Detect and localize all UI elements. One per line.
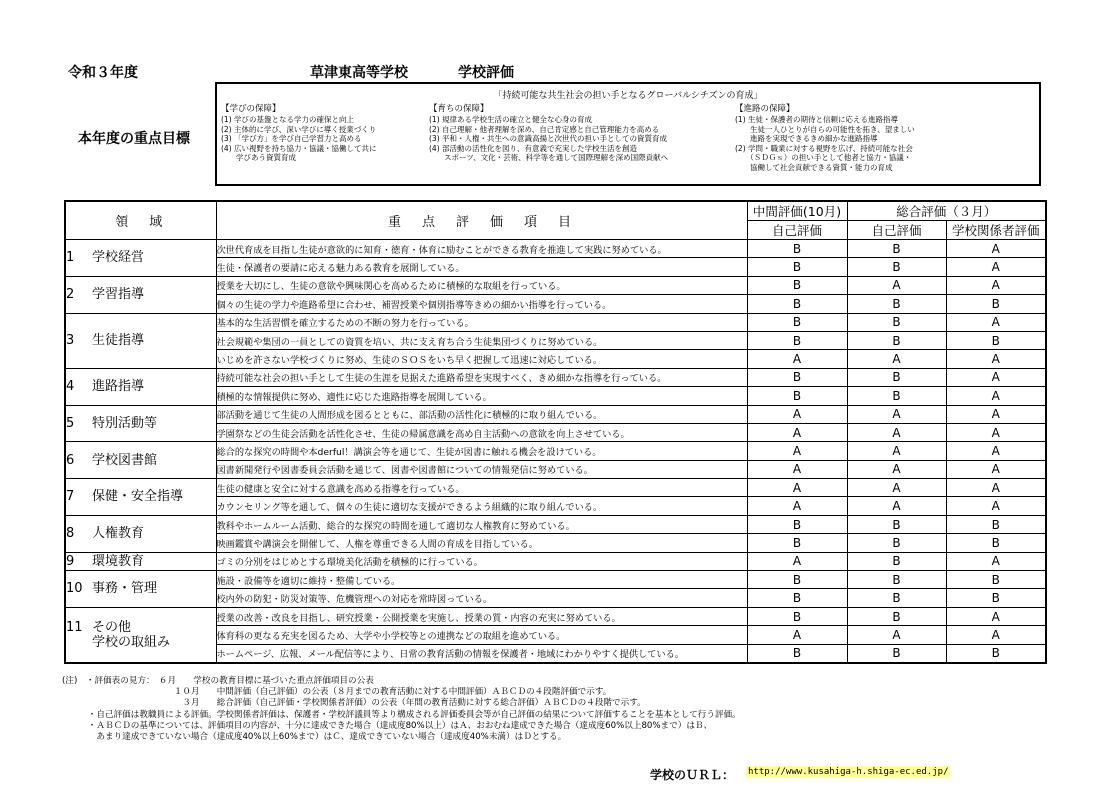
evaluation-item: 総合的な探究の時間や本derful！講演会等を通じて、生徒が図書に触れる機会を設けている。 (216, 442, 747, 460)
grade-self: B (847, 515, 946, 533)
grade-related: A (946, 626, 1046, 644)
area-cell (65, 368, 216, 405)
grade-mid: B (747, 240, 847, 258)
area-cell (65, 442, 216, 479)
goals-learning (221, 104, 377, 163)
url-label: 学校のＵＲＬ： (650, 768, 735, 782)
goal-item: (4) 部活動の活性化を図り、有意義で充実した学校生活を創造 (429, 143, 638, 153)
area-number: 11 (66, 619, 83, 635)
evaluation-item: 次世代育成を目指し生徒が意欲的に知育・徳育・体育に励むことができる教育を推進して実践に努めている。 (216, 240, 747, 258)
goal-heading: 【進路の保障】 (735, 104, 795, 114)
school-name: 草津東高等学校 (310, 65, 408, 81)
goals-box (215, 82, 1041, 186)
evaluation-item: 施設・設備等を適切に維持・整備している。 (216, 571, 747, 589)
evaluation-item: ホームページ、広報、メール配信等により、日常の教育活動の情報を保護者・地域にわかりやすく提供している。 (216, 644, 747, 663)
grade-self: A (847, 497, 946, 515)
area-name: 環境教育 (92, 553, 145, 569)
grade-related: B (946, 589, 1046, 607)
grade-self: B (847, 331, 946, 349)
grade-self: A (847, 405, 946, 423)
school-url-link[interactable]: http://www.kusahiga-h.shiga-ec.ed.jp/ (748, 767, 949, 777)
grade-self: B (847, 387, 946, 405)
table-row (65, 607, 1046, 625)
area-name: 保健・安全指導 (92, 489, 184, 505)
goal-item: (4) 広い視野を持ち協力・協議・協働して共に (221, 143, 377, 153)
goal-item: (1) 学びの基盤となる学力の確保と向上 (221, 115, 355, 124)
area-cell (65, 240, 216, 277)
grade-mid: A (747, 423, 847, 441)
goal-item: (2) 学問・職業に対する視野を広げ、持続可能な社会 (735, 143, 913, 153)
area-number: 3 (66, 333, 75, 349)
area-number: 4 (66, 379, 75, 395)
table-row (65, 405, 1046, 423)
header-item: 重 点 評 価 項 目 (216, 201, 747, 240)
table-row (65, 313, 1046, 331)
grade-mid: A (747, 479, 847, 497)
grade-related: B (946, 571, 1046, 589)
goal-item: (1) 規律ある学校生活の確立と健全な心身の育成 (429, 115, 593, 124)
grade-self: B (847, 240, 946, 258)
grade-related: A (946, 258, 1046, 276)
grade-self: A (847, 423, 946, 441)
evaluation-item: ゴミの分別をはじめとする環境美化活動を積極的に行っている。 (216, 552, 747, 570)
grade-related: A (946, 240, 1046, 258)
goal-item: (3) 「学び方」を学び自己学習力と高める (221, 134, 362, 144)
fiscal-year: 令和３年度 (68, 65, 138, 81)
grade-related: A (946, 405, 1046, 423)
evaluation-item: 社会規範や集団の一員としての資質を培い、共に支え育ち合う生徒集団づくりに努めている。 (216, 331, 747, 349)
grade-self: A (847, 460, 946, 478)
table-row (65, 368, 1046, 386)
area-name: 学校図書館 (92, 452, 158, 468)
grade-mid: B (747, 589, 847, 607)
goals-title: 「持続可能な共生社会の担い手となるグローバルシチズンの育成」 (493, 91, 763, 101)
evaluation-item: 学園祭などの生徒会活動を活性化させ、生徒の帰属意識を高め自主活動への意欲を向上させている。 (216, 423, 747, 441)
grade-self: B (847, 589, 946, 607)
evaluation-item: いじめを許さない学校づくりに努め、生徒のＳＯＳをいち早く把握して迅速に対応している。 (216, 350, 747, 368)
goal-heading: 【学びの保障】 (221, 104, 281, 114)
grade-self: A (847, 626, 946, 644)
evaluation-item: カウンセリング等を通して、個々の生徒に適切な支援ができるよう組織的に取り組んでいる。 (216, 497, 747, 515)
grade-related: B (946, 331, 1046, 349)
grade-self: A (847, 479, 946, 497)
table-row (65, 552, 1046, 570)
evaluation-item: 基本的な生活習慣を確立するための不断の努力を行っている。 (216, 313, 747, 331)
area-cell (65, 607, 216, 663)
grade-mid: A (747, 405, 847, 423)
grade-self: A (847, 350, 946, 368)
goal-item: 協働して社会貢献できる資質・能力の育成 (735, 162, 893, 172)
grade-mid: B (747, 644, 847, 663)
grade-self: B (847, 313, 946, 331)
area-number: 8 (66, 526, 75, 542)
grade-related: B (946, 534, 1046, 552)
area-name: 学習指導 (92, 287, 145, 303)
goal-heading: 【育ちの保障】 (429, 104, 489, 114)
table-row (65, 479, 1046, 497)
table-row (65, 515, 1046, 533)
evaluation-item: 体育科の更なる充実を図るため、大学や小学校等との連携などの取組を進めている。 (216, 626, 747, 644)
goal-item: 進路を実現できるきめ細かな進路指導 (735, 134, 878, 144)
grade-related: A (946, 607, 1046, 625)
grade-mid: B (747, 571, 847, 589)
grade-mid: A (747, 442, 847, 460)
grade-related: A (946, 479, 1046, 497)
area-number: 1 (66, 250, 75, 266)
grade-mid: B (747, 534, 847, 552)
grade-related: A (946, 423, 1046, 441)
grade-self: B (847, 552, 946, 570)
grade-mid: B (747, 607, 847, 625)
grade-self: B (847, 534, 946, 552)
area-name: 進路指導 (92, 379, 145, 395)
goal-item: スポーツ、文化・芸術、科学等を通して国際理解を深め国際貢献へ (429, 153, 669, 163)
evaluation-item: 授業を大切にし、生徒の意欲や興味関心を高めるために積極的な取組を行っている。 (216, 276, 747, 294)
area-name: 学校経営 (92, 250, 145, 266)
area-number: 7 (66, 489, 75, 505)
grade-related: B (946, 644, 1046, 663)
area-cell (65, 313, 216, 368)
area-number: 6 (66, 452, 75, 468)
area-name: 特別活動等 (92, 415, 158, 431)
header-mid: 中間評価(10月) (747, 201, 847, 221)
evaluation-item: 図書新聞発行や図書委員会活動を通じて、図書や図書館についての情報発信に努めている。 (216, 460, 747, 478)
area-name: 事務・管理 (92, 581, 158, 597)
grade-mid: A (747, 460, 847, 478)
goal-item: (1) 生徒・保護者の期待と信頼に応える進路指導 (735, 115, 899, 124)
goal-item: 生徒一人ひとりが自らの可能性を拓き、望ましい (735, 124, 915, 134)
area-number: 5 (66, 415, 75, 431)
header-final: 総合評価（３月） (847, 201, 1046, 221)
goal-item: 学びあう資質育成 (221, 153, 296, 163)
grade-mid: B (747, 313, 847, 331)
header-area: 領 域 (65, 201, 216, 240)
goals-career (735, 104, 915, 173)
grade-mid: B (747, 368, 847, 386)
header-mid-self: 自己評価 (747, 221, 847, 240)
goal-item: （ＳＤＧｓ）の担い手として他者と協力・協議・ (735, 153, 912, 163)
evaluation-item: 積極的な情報提供に努め、適性に応じた進路指導を展開している。 (216, 387, 747, 405)
grade-self: B (847, 571, 946, 589)
goals-growth (429, 104, 668, 163)
grade-self: B (847, 368, 946, 386)
area-cell (65, 405, 216, 442)
grade-mid: A (747, 350, 847, 368)
grade-mid: B (747, 258, 847, 276)
grade-related: A (946, 276, 1046, 294)
table-row (65, 240, 1046, 258)
area-cell (65, 552, 216, 570)
evaluation-item: 校内外の防犯・防災対策等、危機管理への対応を常時図っている。 (216, 589, 747, 607)
table-row (65, 442, 1046, 460)
notes: (注) ・評価表の見方： ６月 学校の教育目標に基づいた重点評価項目の公表 １０月 中間評価（自己評価）の公表（８月までの教育活動に対する中間評価）ＡＢＣＤの４段階評価で示す。 ３月 総合評価（自己評価・学校関係者評価）の公表（年間の教育活動に対する総合評価）ＡＢＣＤの４段階で示す。 ・自己評価は教職員による評価。学校関係者評価は、保護者・学校評議員等より構成される評価委員会等が自己評価の結果について評価することを基本として行う評価。 ・ＡＢＣＤの基準については、評価項目の内容が、十分に達成できた場合（達成度80%以上）はＡ、おおむね達成できた場合（達成度60%以上80%まで）はＢ、 あまり達成できていない場合（達成度40%以上60%まで）はＣ、達成できていない場合（達成度40%未満）はＤとする。 (62, 676, 741, 743)
grade-mid: B (747, 295, 847, 313)
grade-self: B (847, 295, 946, 313)
evaluation-item: 個々の生徒の学力や進路希望に合わせ、補習授業や個別指導等きめの細かい指導を行っている。 (216, 295, 747, 313)
grade-related: A (946, 350, 1046, 368)
grade-related: B (946, 295, 1046, 313)
area-cell (65, 515, 216, 552)
area-name: 人権教育 (92, 526, 145, 542)
table-row (65, 276, 1046, 294)
grade-mid: B (747, 515, 847, 533)
grade-related: A (946, 552, 1046, 570)
area-cell (65, 479, 216, 516)
goal-item: (2) 主体的に学び、深い学びに導く授業づくり (221, 124, 377, 134)
grade-related: A (946, 442, 1046, 460)
evaluation-item: 部活動を通じて生徒の人間形成を図るとともに、部活動の活性化に積極的に取り組んでいる。 (216, 405, 747, 423)
grade-mid: A (747, 626, 847, 644)
area-number: 2 (66, 287, 75, 303)
area-number: 10 (66, 581, 83, 597)
grade-self: B (847, 607, 946, 625)
goals-label: 本年度の重点目標 (78, 131, 190, 147)
grade-related: A (946, 460, 1046, 478)
header-related: 学校関係者評価 (946, 221, 1046, 240)
area-cell (65, 571, 216, 608)
grade-mid: A (747, 552, 847, 570)
grade-mid: B (747, 331, 847, 349)
area-name: 生徒指導 (92, 333, 145, 349)
grade-related: B (946, 515, 1046, 533)
grade-mid: B (747, 387, 847, 405)
grade-self: B (847, 258, 946, 276)
grade-self: A (847, 442, 946, 460)
grade-self: B (847, 644, 946, 663)
goal-item: (3) 平和・人権・共生への意識高揚と次世代の担い手としての資質育成 (429, 134, 668, 144)
evaluation-table (64, 200, 1047, 664)
header-final-self: 自己評価 (847, 221, 946, 240)
grade-related: A (946, 387, 1046, 405)
area-name: その他 学校の取組み (92, 619, 171, 650)
grade-related: A (946, 497, 1046, 515)
grade-mid: B (747, 276, 847, 294)
grade-related: A (946, 313, 1046, 331)
grade-related: A (946, 368, 1046, 386)
area-cell (65, 276, 216, 313)
grade-mid: A (747, 497, 847, 515)
area-number: 9 (66, 553, 75, 569)
evaluation-item: 持続可能な社会の担い手として生徒の生涯を見据えた進路希望を実現すべく、きめ細かな指導を行っている。 (216, 368, 747, 386)
evaluation-item: 教科やホームルーム活動、総合的な探究の時間を通して適切な人権教育に努めている。 (216, 515, 747, 533)
goal-item: (2) 自己理解・他者理解を深め、自己肯定感と自己管理能力を高める (429, 124, 660, 134)
evaluation-item: 生徒の健康と安全に対する意識を高める指導を行っている。 (216, 479, 747, 497)
evaluation-item: 生徒・保護者の要請に応える魅力ある教育を展開している。 (216, 258, 747, 276)
table-row (65, 571, 1046, 589)
grade-self: A (847, 276, 946, 294)
evaluation-item: 映画鑑賞や講演会を開催して、人権を尊重できる人間の育成を目指している。 (216, 534, 747, 552)
evaluation-item: 授業の改善・改良を目指し、研究授業・公開授業を実施し、授業の質・内容の充実に努めている。 (216, 607, 747, 625)
page-title: 学校評価 (458, 65, 514, 81)
